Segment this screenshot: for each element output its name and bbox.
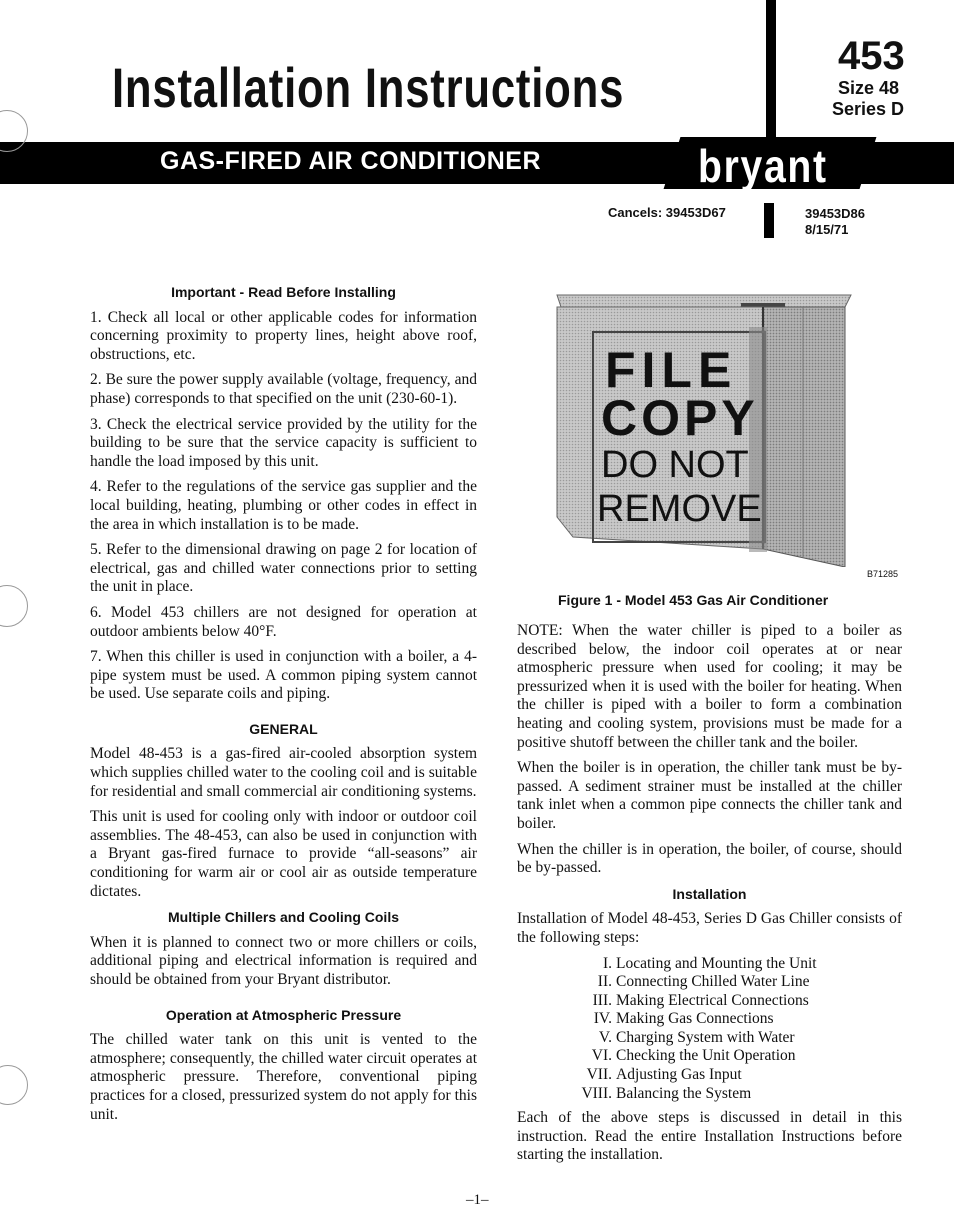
multiple-chillers-text: When it is planned to connect two or more chillers or coils, additional piping and electrical information is required and should be obtained from your Bryant distributor. [90, 933, 477, 988]
important-item: 4. Refer to the regulations of the service gas supplier and the local building, heating, plumbing or other codes in effect in the area in which installation is to be made. [90, 478, 477, 533]
important-item: 6. Model 453 chillers are not designed for operation at outdoor ambients below 40°F. [90, 603, 477, 640]
general-paragraph: Model 48-453 is a gas-fired air-cooled absorption system which supplies chilled water to the cooling coil and is suitable for residential and small commercial air conditioning systems. [90, 745, 477, 800]
general-heading: GENERAL [249, 720, 318, 737]
model-size: Size 48 [838, 78, 900, 98]
installation-step: I. Locating and Mounting the Unit [602, 954, 817, 972]
right-column [517, 622, 902, 1172]
punch-hole-mark [0, 1065, 28, 1105]
doc-info-divider [764, 203, 774, 238]
cancels-label: Cancels: 39453D67 [608, 205, 726, 220]
important-item: 2. Be sure the power supply available (voltage, frequency, and phase) corresponds to that specified on the unit (230-60-1). [90, 371, 477, 407]
unit-photo [553, 287, 853, 567]
atmospheric-heading: Operation at Atmospheric Pressure [165, 1006, 402, 1023]
model-series: Series D [832, 99, 905, 119]
important-item: 1. Check all local or other applicable codes for information concerning proximity to property lines, height above roof, obstructions, etc. [90, 308, 477, 363]
note-paragraph: When the chiller is in operation, the boiler, of course, should be by-passed. [517, 840, 902, 877]
installation-step: VII. Adjusting Gas Input [586, 1066, 742, 1084]
stamp-line-file: FILE [605, 342, 738, 398]
document-number: 39453D86 [805, 206, 865, 221]
installation-heading: Installation [672, 885, 747, 902]
punch-hole-mark [0, 585, 28, 627]
stamp-line-copy: COPY [601, 390, 759, 446]
important-heading: Important - Read Before Installing [171, 284, 396, 300]
installation-outro: Each of the above steps is discussed in detail in this instruction. Read the entire Installation Instructions before starting the installation. [517, 1109, 902, 1164]
page-title: Installation Instructions [112, 56, 625, 119]
installation-step: IV. Making Gas Connections [593, 1010, 774, 1028]
installation-intro: Installation of Model 48-453, Series D Gas Chiller consists of the following steps: [517, 910, 902, 946]
model-number: 453 [838, 34, 905, 78]
photo-id: B71285 [867, 569, 899, 579]
atmospheric-text: The chilled water tank on this unit is vented to the atmosphere; consequently, the chilled water circuit operates at atmospheric pressure. Therefore, conventional piping practices for a closed, pressurized system do not apply for this unit. [90, 1031, 477, 1123]
stamp-line-remove: REMOVE [597, 488, 762, 530]
stamp-line-do-not: DO NOT [601, 444, 749, 486]
general-paragraph: This unit is used for cooling only with indoor or outdoor coil assemblies. The 48-453, can also be used in conjunction with a Bryant gas-fired furnace to provide “all-seasons” air conditioning for warm air or cool air as outside temperature dictates. [90, 808, 477, 900]
installation-step: II. Connecting Chilled Water Line [597, 973, 810, 991]
header-divider-bar [766, 0, 776, 138]
left-column [90, 283, 477, 1131]
installation-step: VI. Checking the Unit Operation [591, 1047, 796, 1065]
document-date: 8/15/71 [805, 222, 849, 237]
page-number: –1– [466, 1192, 489, 1208]
multiple-chillers-heading: Multiple Chillers and Cooling Coils [167, 909, 399, 926]
important-item: 5. Refer to the dimensional drawing on page 2 for location of electrical, gas and chilled water connections prior to setting the unit in place. [90, 541, 477, 596]
important-item: 3. Check the electrical service provided by the utility for the building to be sure that the service capacity is sufficient to handle the load imposed by this unit. [90, 415, 477, 470]
product-banner-text: GAS-FIRED AIR CONDITIONER [160, 147, 542, 175]
note-paragraph: When the boiler is in operation, the chiller tank must be by-passed. A sediment strainer must be installed at the chiller tank inlet when a common pipe connects the chiller tank and boiler. [517, 759, 902, 832]
installation-steps [517, 955, 902, 1104]
note-paragraph: NOTE: When the water chiller is piped to a boiler as described below, the indoor coil operates at or near atmospheric pressure when used for cooling; it may be pressurized when it is used with the boiler for heating. When the chiller is piped with a boiler to form a combination heating and cooling system, provisions must be made for a positive shutoff between the chiller tank and the boiler. [517, 622, 902, 751]
important-item: 7. When this chiller is used in conjunction with a boiler, a 4-pipe system must be used. A common piping system cannot be used. Use separate coils and piping. [90, 648, 477, 703]
installation-step: III. Making Electrical Connections [592, 991, 809, 1009]
brand-logo: bryant [698, 140, 828, 192]
installation-step: VIII. Balancing the System [581, 1084, 752, 1102]
figure-caption: Figure 1 - Model 453 Gas Air Conditioner [558, 592, 829, 608]
installation-step: V. Charging System with Water [598, 1028, 795, 1046]
